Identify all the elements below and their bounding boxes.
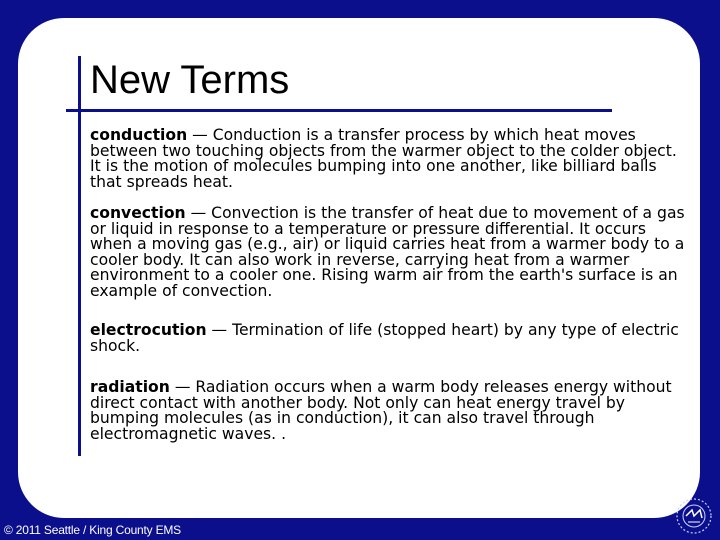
term-definition: — Conduction is a transfer process by which heat moves between two touching objects from the warmer object to the colder object. It is the motion of molecules bumping into one another, like billiard balls that spreads heat.	[90, 126, 677, 191]
term-definition: — Radiation occurs when a warm body releases energy without direct contact with another body. Not only can heat energy travel by bumping molecules (as in conduction), it can also travel through electromagnetic waves. .	[90, 378, 672, 443]
term-name: conduction	[90, 126, 188, 144]
copyright-footer: © 2011 Seattle / King County EMS	[4, 523, 181, 537]
term-name: radiation	[90, 378, 170, 396]
term-definition: — Convection is the transfer of heat due to movement of a gas or liquid in response to a temperature or pressure differential. It occurs when a moving gas (e.g., air) or liquid carries heat from a warmer body to a cooler body. It can also work in reverse, carrying heat from a warmer environment to a cooler one. Rising warm air from the earth's surface is an example of convection.	[90, 204, 685, 300]
term-convection	[90, 206, 686, 299]
term-name: convection	[90, 204, 186, 222]
term-conduction	[90, 128, 686, 190]
term-radiation	[90, 380, 686, 442]
vertical-rule	[78, 56, 81, 456]
term-name: electrocution	[90, 321, 207, 339]
title-underline	[66, 109, 612, 112]
term-list	[90, 128, 686, 442]
ems-seal-icon	[672, 496, 716, 536]
term-definition: — Termination of life (stopped heart) by any type of electric shock.	[90, 321, 679, 355]
term-electrocution	[90, 323, 686, 354]
page-title: New Terms	[90, 58, 290, 102]
